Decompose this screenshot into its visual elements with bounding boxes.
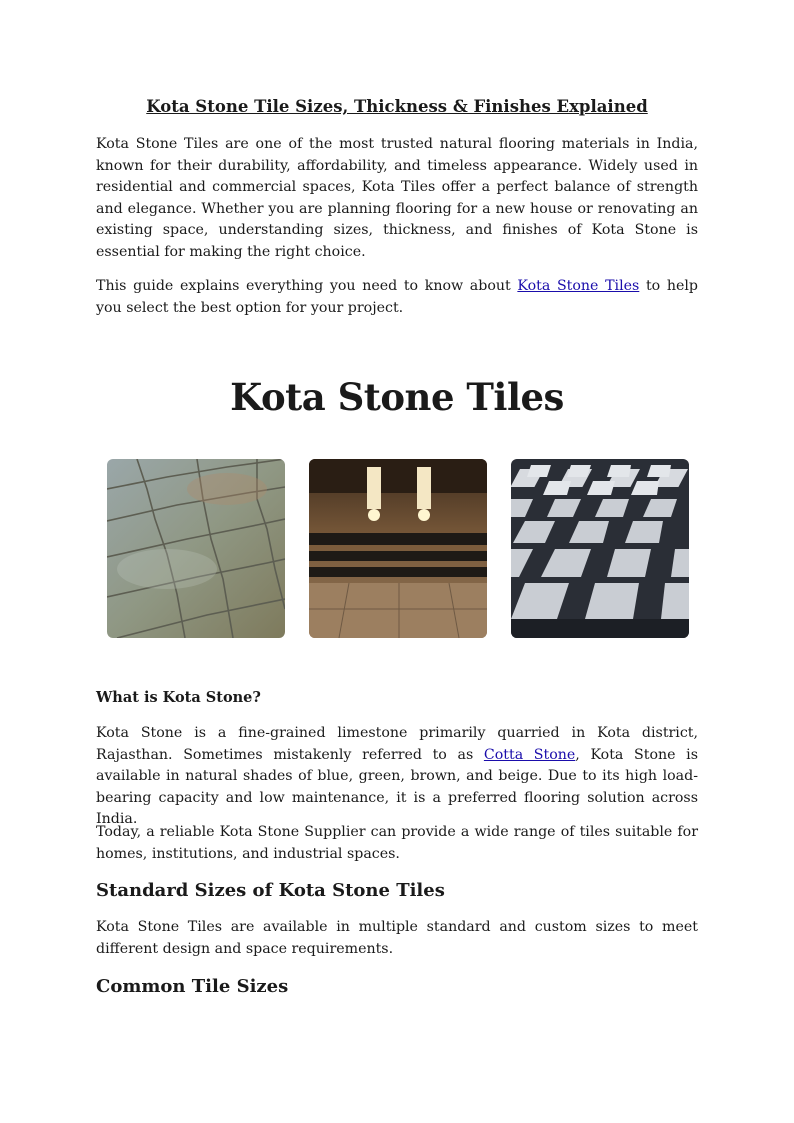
- standard-sizes-heading: Standard Sizes of Kota Stone Tiles: [96, 880, 445, 901]
- kota-stone-tiles-link[interactable]: Kota Stone Tiles: [517, 278, 640, 294]
- banner-title: Kota Stone Tiles: [230, 375, 564, 419]
- what-is-paragraph: [96, 723, 698, 831]
- document-title: Kota Stone Tile Sizes, Thickness & Finishes Explained: [146, 97, 648, 116]
- what-is-kota-heading: What is Kota Stone?: [96, 689, 261, 706]
- guide-text-before: This guide explains everything you need to know about: [96, 278, 518, 294]
- common-sizes-heading: Common Tile Sizes: [96, 976, 289, 997]
- intro-paragraph: Kota Stone Tiles are one of the most trusted natural flooring materials in India, known for their durability, affordability, and timeless appearance. Widely used in residential and commercial spaces, Kota Tiles offer a perfect balance of strength and elegance. Whether you are planning flooring for a new house or renovating an existing space, understanding sizes, thickness, and finishes of Kota Stone is essential for making the right choice.: [96, 136, 698, 260]
- guide-paragraph: [96, 276, 698, 319]
- standard-sizes-paragraph: Kota Stone Tiles are available in multiple standard and custom sizes to meet different design and space requirements.: [96, 919, 698, 957]
- guide-text-after: to help you select the best option for your project.: [96, 278, 698, 316]
- checkered-tiles-photo: [511, 459, 689, 638]
- supplier-paragraph: Today, a reliable Kota Stone Supplier can provide a wide range of tiles suitable for homes, institutions, and industrial spaces.: [96, 824, 698, 862]
- cotta-stone-link[interactable]: Cotta Stone: [483, 746, 576, 763]
- what-is-text-before: Kota Stone is a fine-grained limestone primarily quarried in Kota district, Rajasthan. Sometimes mistakenly referred to as: [96, 725, 698, 763]
- what-is-text-after: , Kota Stone is available in natural shades of blue, green, brown, and beige. Due to its high load-bearing capacity and low maintenance, it is a preferred flooring solution across India.: [96, 746, 698, 828]
- stone-floor-photo: [107, 459, 285, 638]
- stone-steps-photo: [309, 459, 487, 638]
